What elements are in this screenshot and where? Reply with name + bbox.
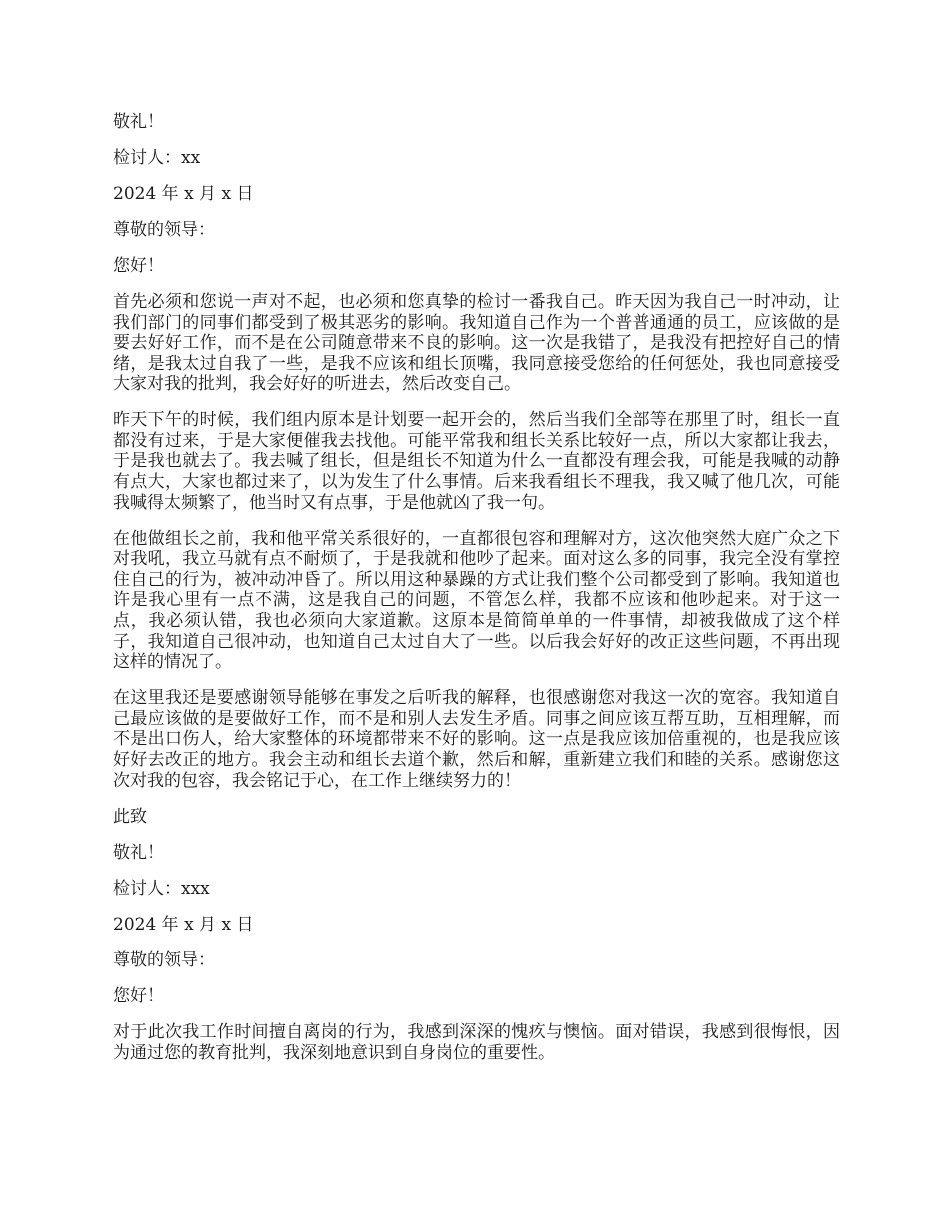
salutation-line: 尊敬的领导： [113,219,215,240]
signer-line: 检讨人：xxx [113,878,210,899]
date-line: 2024 年 x 月 x 日 [113,914,254,935]
body-paragraph: 在这里我还是要感谢领导能够在事发之后听我的解释，也很感谢您对我这一次的宽容。我知道自己最应该做的是要做好工作，而不是和别人去发生矛盾。同事之间应该互帮互助，互相理解，而不是出口伤人，给大家整体的环境都带来不好的影响。这一点是我应该加倍重视的，也是我应该好好去改正的地方。我会主动和组长去道个歉，然后和解，重新建立我们和睦的关系。感谢您这次对我的包容，我会铭记于心，在工作上继续努力的！ [113,688,840,791]
salutation-line: 尊敬的领导： [113,950,215,971]
closing-phrase: 此致 [113,806,147,827]
date-line: 2024 年 x 月 x 日 [113,183,254,204]
closing-salute: 敬礼！ [113,842,164,863]
body-paragraph: 在他做组长之前，我和他平常关系很好的，一直都很包容和理解对方，这次他突然大庭广众之下对我吼，我立马就有点不耐烦了，于是我就和他吵了起来。面对这么多的同事，我完全没有掌控住自己的行为，被冲动冲昏了。所以用这种暴躁的方式让我们整个公司都受到了影响。我知道也许是我心里有一点不满，这是我自己的问题，不管怎么样，我都不应该和他吵起来。对于这一点，我必须认错，我也必须向大家道歉。这原本是简简单单的一件事情，却被我做成了这个样子，我知道自己很冲动，也知道自己太过自大了一些。以后我会好好的改正这些问题，不再出现这样的情况了。 [113,528,840,673]
body-paragraph: 对于此次我工作时间擅自离岗的行为，我感到深深的愧疚与懊恼。面对错误，我感到很悔恨，因为通过您的教育批判，我深刻地意识到自身岗位的重要性。 [113,1022,840,1064]
greeting-line: 您好！ [113,986,164,1007]
body-paragraph: 首先必须和您说一声对不起，也必须和您真挚的检讨一番我自己。昨天因为我自己一时冲动，让我们部门的同事们都受到了极其恶劣的影响。我知道自己作为一个普普通通的员工，应该做的是要去好好工作，而不是在公司随意带来不良的影响。这一次是我错了，是我没有把控好自己的情绪，是我太过自我了一些，是我不应该和组长顶嘴，我同意接受您给的任何惩处，我也同意接受大家对我的批判，我会好好的听进去，然后改变自己。 [113,291,840,395]
greeting-line: 您好！ [113,255,164,276]
document-page [113,112,840,1079]
closing-salute: 敬礼！ [113,112,164,132]
signer-line: 检讨人：xx [113,147,201,168]
body-paragraph: 昨天下午的时候，我们组内原本是计划要一起开会的，然后当我们全部等在那里了时，组长一直都没有过来，于是大家便催我去找他。可能平常我和组长关系比较好一点，所以大家都让我去，于是我也就去了。我去喊了组长，但是组长不知道为什么一直都没有理会我，可能是我喊的动静有点大，大家也都过来了，以为发生了什么事情。后来我看组长不理我，我又喊了他几次，可能我喊得太频繁了，他当时又有点事，于是他就凶了我一句。 [113,410,840,513]
